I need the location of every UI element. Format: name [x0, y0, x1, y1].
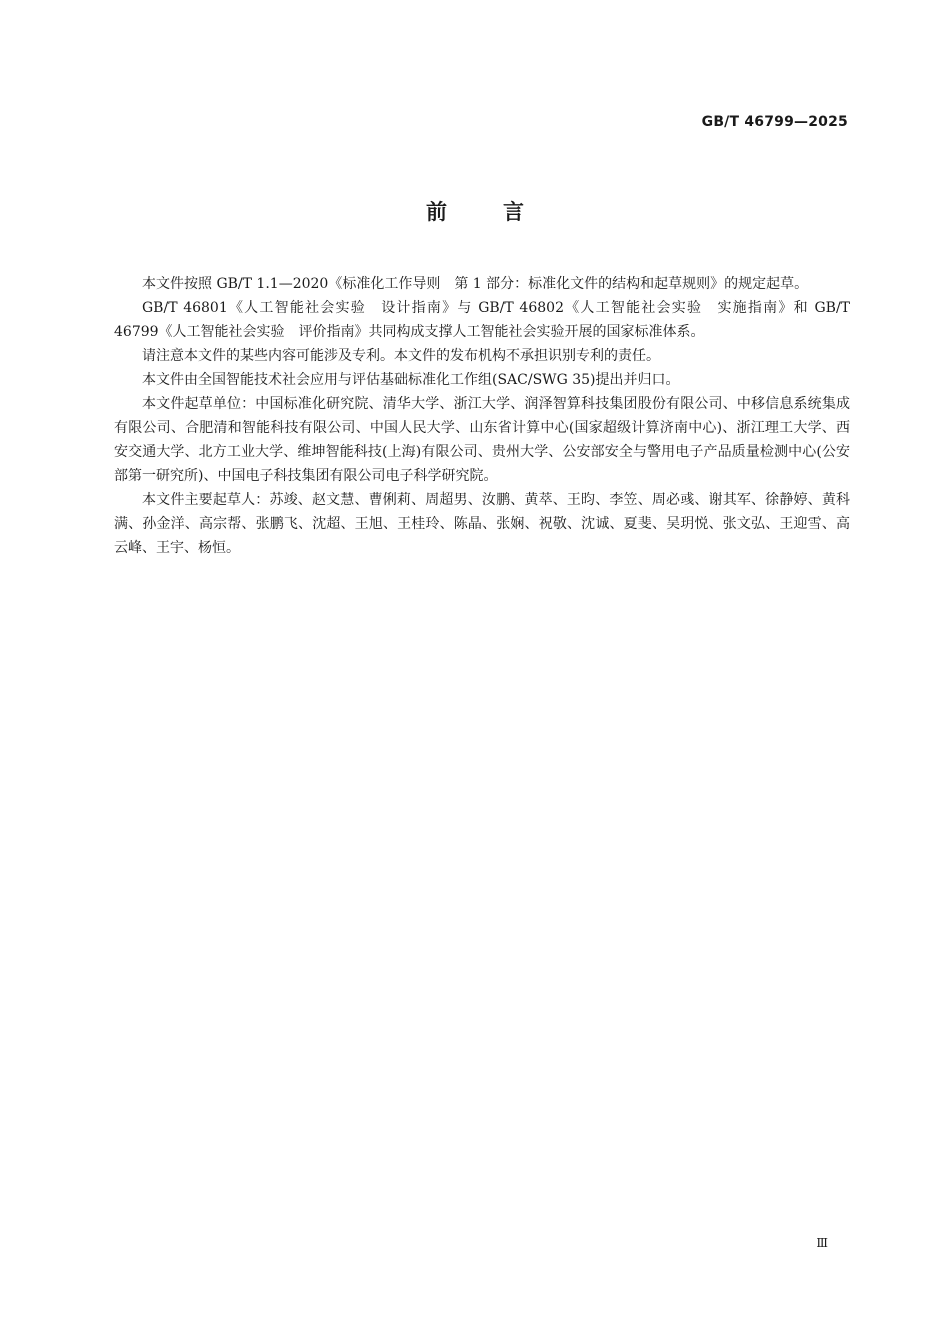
document-body	[114, 272, 850, 560]
paragraph-standard-system: GB/T 46801《人工智能社会实验 设计指南》与 GB/T 46802《人工智能社会实验 实施指南》和 GB/T 46799《人工智能社会实验 评价指南》共同构成支撑人工智能社会实验开展的国家标准体系。	[114, 300, 850, 340]
standard-number: GB/T 46799—2025	[701, 114, 848, 130]
paragraph-patent-notice: 请注意本文件的某些内容可能涉及专利。本文件的发布机构不承担识别专利的责任。	[142, 348, 660, 364]
paragraph-drafting-units: 本文件起草单位：中国标准化研究院、清华大学、浙江大学、润泽智算科技集团股份有限公司、中移信息系统集成有限公司、合肥清和智能科技有限公司、中国人民大学、山东省计算中心(国家超级计算济南中心)、浙江理工大学、西安交通大学、北方工业大学、维坤智能科技(上海)有限公司、贵州大学、公安部安全与警用电子产品质量检测中心(公安部第一研究所)、中国电子科技集团有限公司电子科学研究院。	[114, 396, 850, 484]
page-number: Ⅲ	[816, 1236, 828, 1250]
paragraph-proposer: 本文件由全国智能技术社会应用与评估基础标准化工作组(SAC/SWG 35)提出并归口。	[142, 372, 680, 388]
paragraph-drafters: 本文件主要起草人：苏竣、赵文慧、曹俐莉、周超男、汝鹏、黄萃、王昀、李笠、周必彧、谢其军、徐静婷、黄科满、孙金洋、高宗帮、张鹏飞、沈超、王旭、王桂玲、陈晶、张娴、祝敬、沈诚、夏斐、吴玥悦、张文弘、王迎雪、高云峰、王宇、杨恒。	[114, 492, 850, 556]
page-title: 前言	[426, 200, 580, 224]
paragraph-drafting-rules: 本文件按照 GB/T 1.1—2020《标准化工作导则 第 1 部分：标准化文件的结构和起草规则》的规定起草。	[142, 276, 809, 292]
